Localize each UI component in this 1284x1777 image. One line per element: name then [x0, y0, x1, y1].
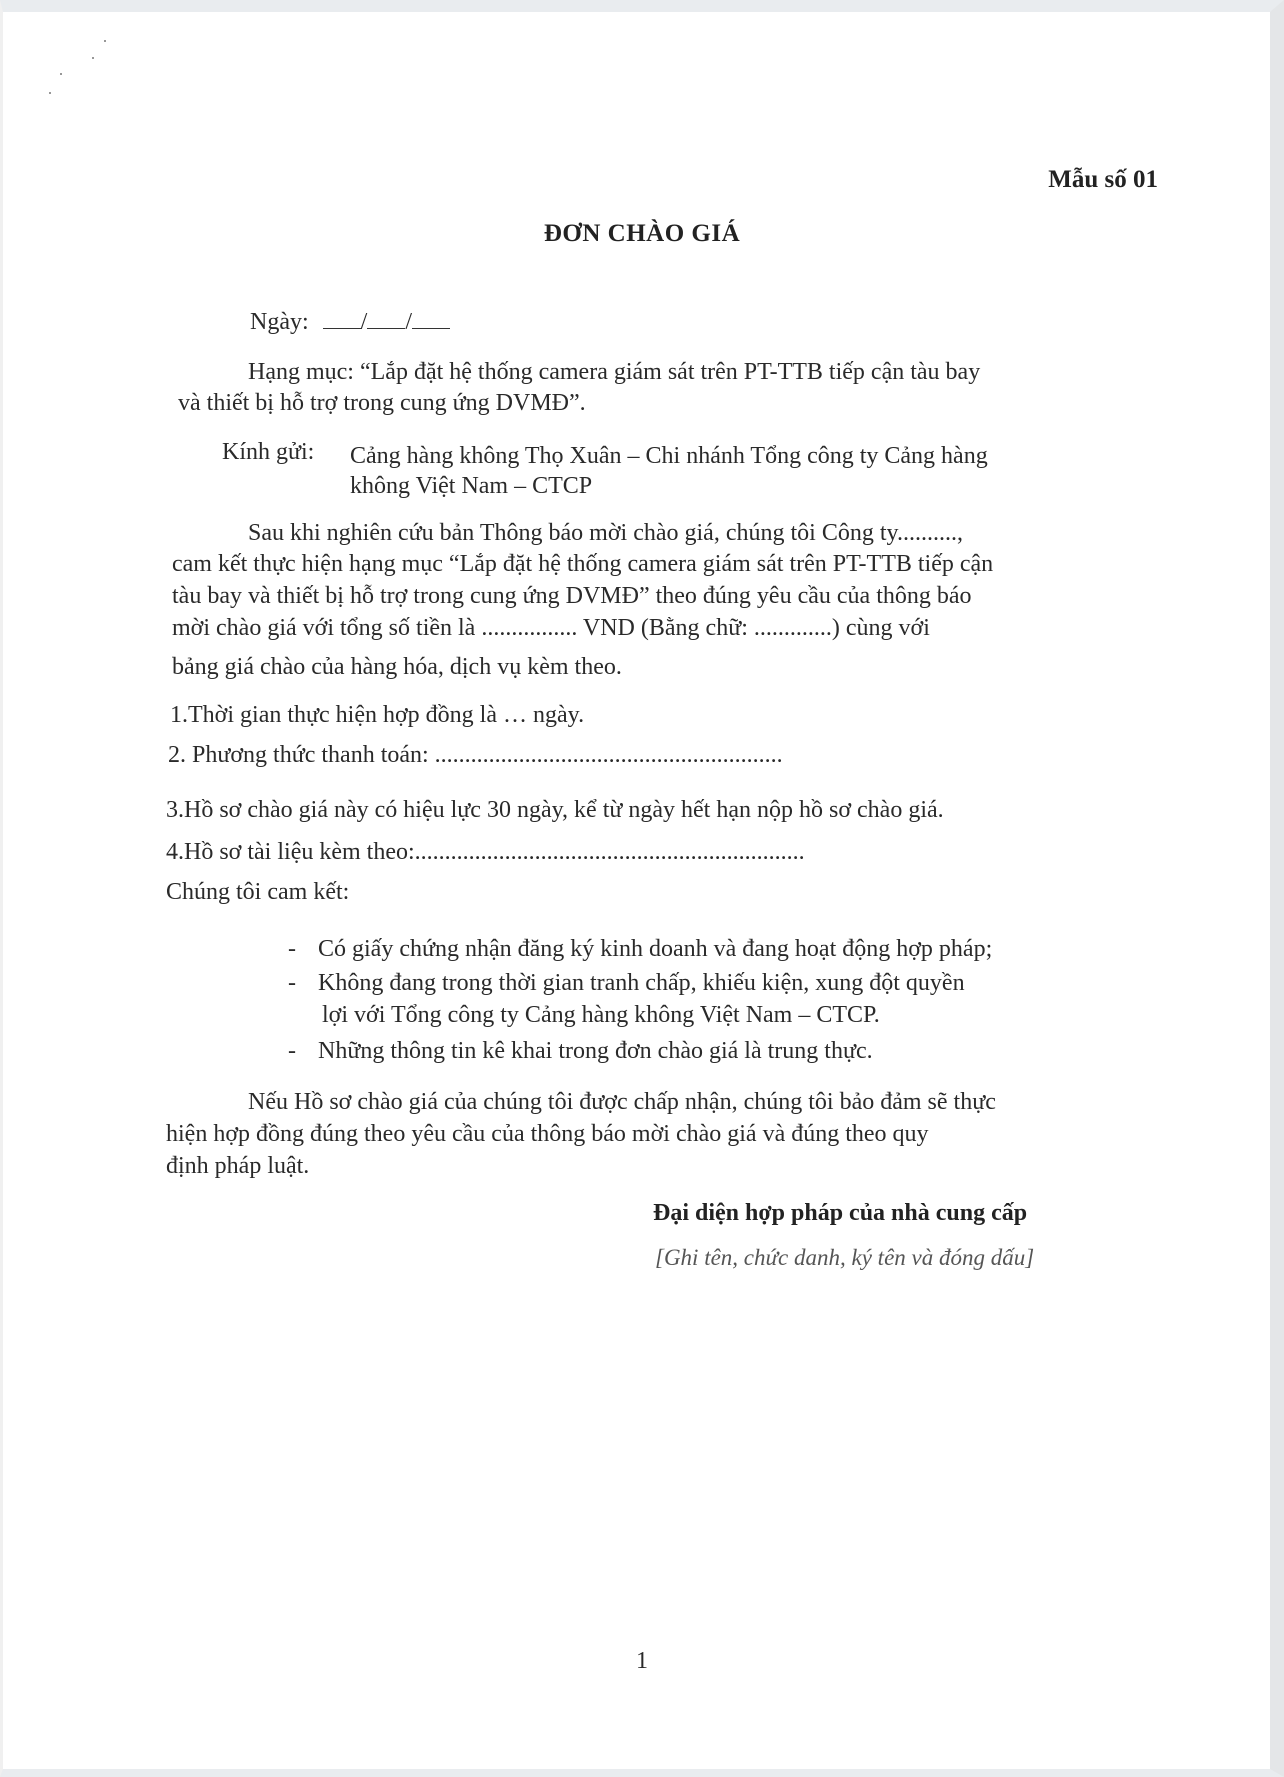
body-line: cam kết thực hiện hạng mục “Lắp đặt hệ thống camera giám sát trên PT-TTB tiếp cận [172, 551, 994, 577]
scan-speck [104, 40, 106, 42]
commitment-heading: Chúng tôi cam kết: [166, 879, 350, 905]
date-line [250, 306, 450, 337]
bullet-dash: - [288, 936, 296, 962]
date-separator: / [360, 309, 368, 335]
bullet-dash: - [288, 970, 296, 996]
subject-line-1: Hạng mục: “Lắp đặt hệ thống camera giám sát trên PT-TTB tiếp cận tàu bay [248, 359, 981, 385]
subject-line-2: và thiết bị hỗ trợ trong cung ứng DVMĐ”. [178, 390, 586, 416]
document-title: ĐƠN CHÀO GIÁ [543, 220, 741, 247]
closing-line: Nếu Hồ sơ chào giá của chúng tôi được chấp nhận, chúng tôi bảo đảm sẽ thực [248, 1089, 996, 1115]
commitment-item [288, 934, 992, 964]
body-line: mời chào giá với tổng số tiền là ................ VND (Bằng chữ: .............) cùng với [172, 615, 930, 641]
recipient-line-1: Cảng hàng không Thọ Xuân – Chi nhánh Tổng công ty Cảng hàng [350, 443, 988, 469]
item-validity: 3.Hồ sơ chào giá này có hiệu lực 30 ngày, kể từ ngày hết hạn nộp hồ sơ chào giá. [166, 797, 944, 823]
item-payment-method: 2. Phương thức thanh toán: .......................................................... [168, 742, 783, 768]
commitment-text: Những thông tin kê khai trong đơn chào giá là trung thực. [318, 1038, 873, 1064]
closing-line: hiện hợp đồng đúng theo yêu cầu của thông báo mời chào giá và đúng theo quy [166, 1121, 929, 1147]
recipient-line-2: không Việt Nam – CTCP [350, 473, 593, 499]
commitment-continuation: lợi với Tổng công ty Cảng hàng không Việt Nam – CTCP. [322, 1002, 880, 1028]
item-contract-duration: 1.Thời gian thực hiện hợp đồng là … ngày. [170, 702, 585, 728]
commitment-text: Không đang trong thời gian tranh chấp, khiếu kiện, xung đột quyền [318, 970, 965, 996]
commitment-text: Có giấy chứng nhận đăng ký kinh doanh và đang hoạt động hợp pháp; [318, 936, 993, 962]
date-label: Ngày: [250, 309, 309, 335]
commitment-item [288, 1036, 873, 1066]
bullet-dash: - [288, 1038, 296, 1064]
scan-speck [49, 92, 51, 94]
body-line: bảng giá chào của hàng hóa, dịch vụ kèm theo. [172, 654, 622, 680]
closing-line: định pháp luật. [166, 1153, 310, 1179]
form-number: Mẫu số 01 [1048, 166, 1158, 193]
date-day-blank [323, 306, 361, 329]
commitment-item [288, 968, 965, 998]
signature-note: [Ghi tên, chức danh, ký tên và đóng dấu] [655, 1245, 1035, 1270]
body-line: tàu bay và thiết bị hỗ trợ trong cung ứng DVMĐ” theo đúng yêu cầu của thông báo [172, 583, 972, 609]
scan-speck [92, 57, 94, 59]
signature-title: Đại diện hợp pháp của nhà cung cấp [653, 1200, 1028, 1226]
item-attachments: 4.Hồ sơ tài liệu kèm theo:................................................................. [166, 839, 805, 865]
page-number: 1 [636, 1648, 648, 1674]
date-separator: / [405, 309, 412, 335]
date-month-blank [367, 306, 405, 329]
body-line: Sau khi nghiên cứu bản Thông báo mời chào giá, chúng tôi Công ty.........., [248, 520, 963, 546]
date-year-blank [412, 306, 450, 329]
recipient-label: Kính gửi: [222, 439, 315, 465]
scan-speck [60, 73, 62, 75]
